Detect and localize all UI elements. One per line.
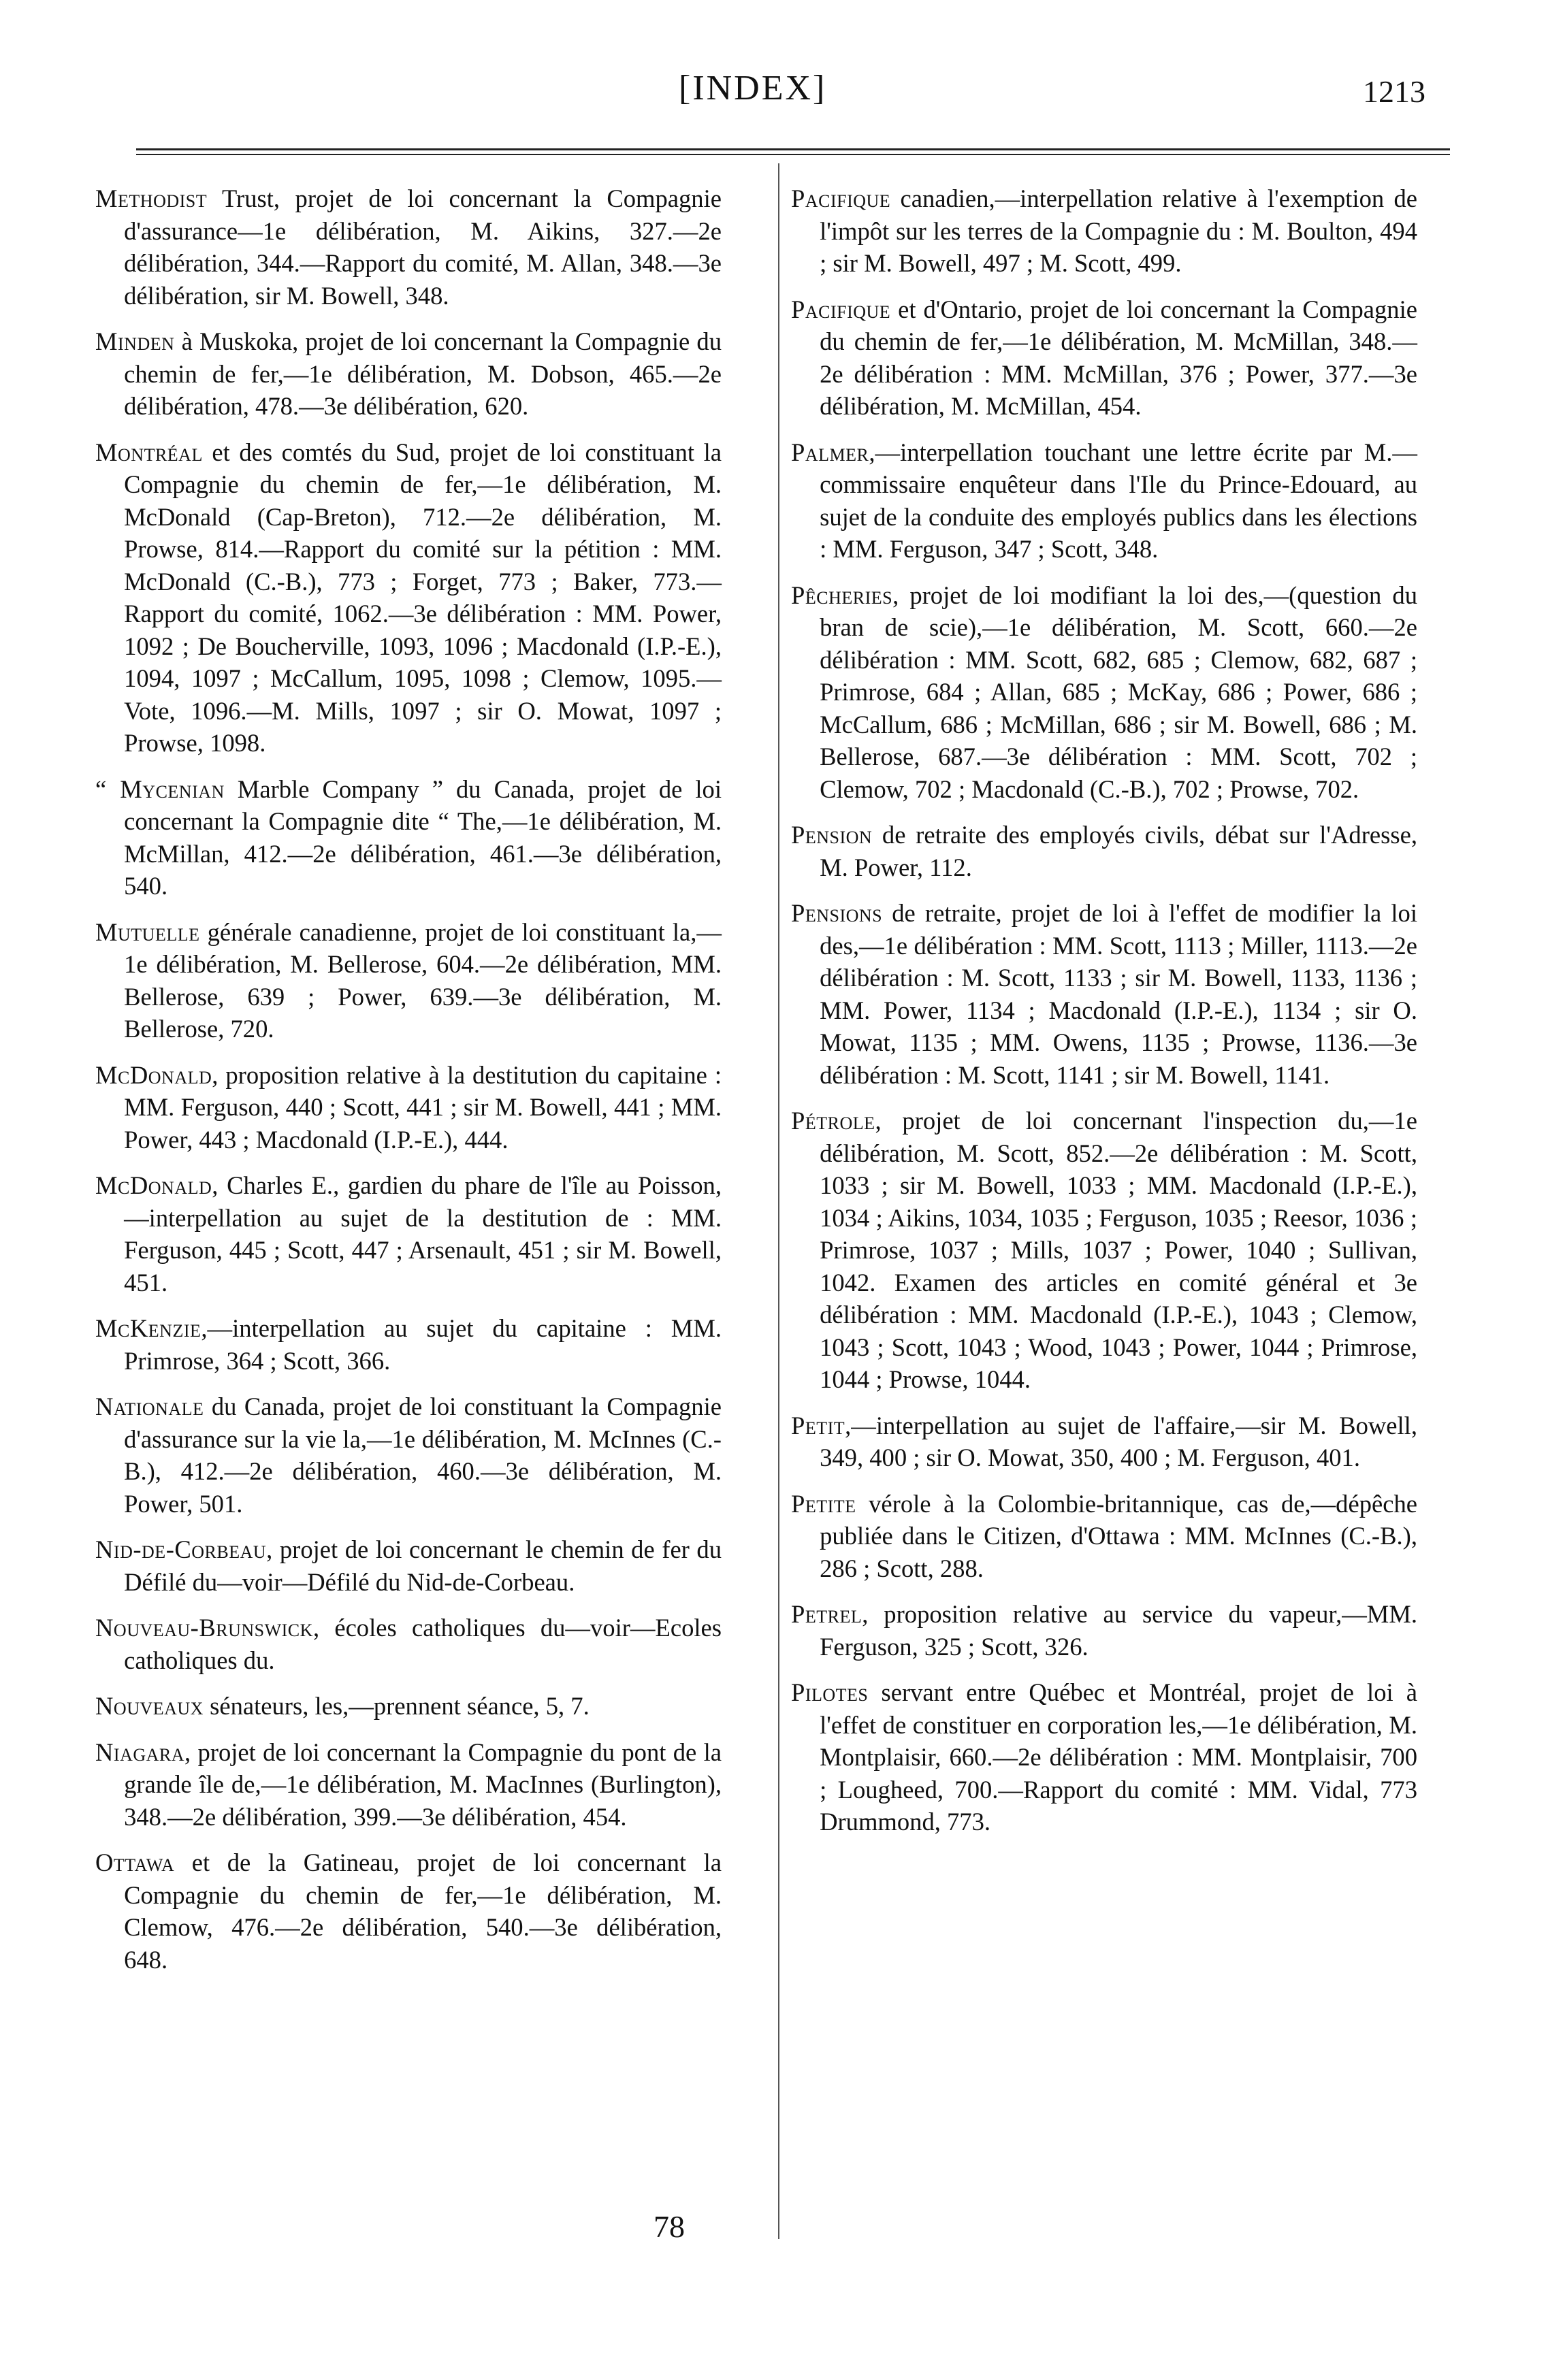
index-entry xyxy=(95,916,722,1045)
entry-text: , projet de loi concernant l'inspection du,—1e délibération, M. Scott, 852.—2e délibération : M. Scott, 1033 ; sir M. Bowell, 1033 ; MM. Macdonald (I.P.-E.), 1034 ; Aikins, 1034, 1035 ; Ferguson, 1035 ; Reesor, 1036 ; Primrose, 1037 ; Mills, 1037 ; Power, 1040 ; Sullivan, 1042. Examen des articles en comité général et 3e délibération : MM. Macdonald (I.P.-E.), 1043 ; Clemow, 1043 ; Scott, 1043 ; Wood, 1043 ; Power, 1044 ; Primrose, 1044 ; Prowse, 1044. xyxy=(820,1107,1417,1393)
page-header xyxy=(0,68,1548,123)
entry-text: canadien,—interpellation relative à l'exemption de l'impôt sur les terres de la Compagnie du : M. Boulton, 494 ; sir M. Bowell, 497 ; M. Scott, 499. xyxy=(820,184,1417,277)
index-entry xyxy=(791,579,1417,806)
entry-headword: Pilotes xyxy=(791,1678,869,1706)
entry-headword: Petrel xyxy=(791,1600,862,1628)
entry-headword: Methodist xyxy=(95,184,208,212)
entry-headword: Pêcheries xyxy=(791,581,893,609)
index-entry xyxy=(95,1390,722,1520)
index-entry xyxy=(95,1690,722,1723)
entry-text: générale canadienne, projet de loi constituant la,—1e délibération, M. Bellerose, 604.—2e délibération, MM. Bellerose, 639 ; Power, 639.—3e délibération, M. Bellerose, 720. xyxy=(124,917,722,1043)
index-entry xyxy=(791,1676,1417,1838)
entry-text: de retraite, projet de loi à l'effet de modifier la loi des,—1e délibération : MM. Scott, 1113 ; Miller, 1113.—2e délibération : M. Scott, 1133 ; sir M. Bowell, 1133, 1136 ; MM. Power, 1134 ; Macdonald (I.P.-E.), 1134 ; sir O. Mowat, 1135 ; MM. Owens, 1135 ; Prowse, 1136.—3e délibération : M. Scott, 1141 ; sir M. Bowell, 1141. xyxy=(820,899,1417,1089)
entry-headword: Pension xyxy=(791,821,873,849)
entry-text: et de la Gatineau, projet de loi concernant la Compagnie du chemin de fer,—1e délibération, M. Clemow, 476.—2e délibération, 540.—3e délibération, 648. xyxy=(124,1848,722,1974)
page-number: 1213 xyxy=(1363,74,1425,109)
entry-text: , projet de loi concernant la Compagnie du pont de la grande île de,—1e délibération, M. MacInnes (Burlington), 348.—2e délibération, 399.—3e délibération, 454. xyxy=(124,1738,722,1831)
entry-text: servant entre Québec et Montréal, projet de loi à l'effet de constituer en corporation les,—1e délibération, M. Montplaisir, 660.—2e délibération : MM. Montplaisir, 700 ; Lougheed, 700.—Rapport du comité : MM. Vidal, 773 Drummond, 773. xyxy=(820,1678,1417,1836)
index-column-right xyxy=(791,182,1417,1852)
index-entry xyxy=(95,182,722,312)
entry-text: vérole à la Colombie-britannique, cas de,—dépêche publiée dans le Citizen, d'Ottawa : MM. McInnes (C.-B.), 286 ; Scott, 288. xyxy=(820,1489,1417,1582)
index-entry xyxy=(95,1169,722,1299)
entry-headword: Petit xyxy=(791,1411,845,1439)
index-entry xyxy=(95,1059,722,1156)
entry-text: , Charles E., gardien du phare de l'île au Poisson,—interpellation au sujet de la destitution de : MM. Ferguson, 445 ; Scott, 447 ; Arsenault, 451 ; sir M. Bowell, 451. xyxy=(124,1171,722,1297)
entry-text: ,—interpellation au sujet de l'affaire,—sir M. Bowell, 349, 400 ; sir O. Mowat, 350, 400 ; M. Ferguson, 401. xyxy=(820,1411,1417,1471)
index-entry xyxy=(95,1312,722,1377)
entry-text: ,—interpellation au sujet du capitaine : MM. Primrose, 364 ; Scott, 366. xyxy=(124,1314,722,1375)
index-entry xyxy=(791,1488,1417,1585)
entry-headword: Pétrole xyxy=(791,1107,875,1135)
index-entry xyxy=(95,1533,722,1598)
entry-text: Trust, projet de loi concernant la Compagnie d'assurance—1e délibération, M. Aikins, 327.—2e délibération, 344.—Rapport du comité, M. Allan, 348.—3e délibération, sir M. Bowell, 348. xyxy=(124,184,722,310)
entry-text: , proposition relative au service du vapeur,—MM. Ferguson, 325 ; Scott, 326. xyxy=(820,1600,1417,1661)
index-column-left xyxy=(95,182,722,1989)
entry-headword: Niagara xyxy=(95,1738,185,1766)
index-entry xyxy=(95,1846,722,1976)
entry-text: ,—interpellation touchant une lettre écrite par M.—commissaire enquêteur dans l'Ile du Prince-Edouard, au sujet de la conduite des employés publics dans les élections : MM. Ferguson, 347 ; Scott, 348. xyxy=(820,438,1417,563)
index-entry xyxy=(791,1598,1417,1663)
entry-headword: Petite xyxy=(791,1489,856,1518)
entry-headword: Palmer xyxy=(791,438,869,466)
column-divider xyxy=(778,163,779,2239)
entry-headword: McKenzie xyxy=(95,1314,201,1342)
entry-headword: Nationale xyxy=(95,1392,204,1420)
entry-text: , proposition relative à la destitution du capitaine : MM. Ferguson, 440 ; Scott, 441 ; sir M. Bowell, 441 ; MM. Power, 443 ; Macdonald (I.P.-E.), 444. xyxy=(124,1060,722,1154)
index-entry xyxy=(791,293,1417,423)
running-title: [INDEX] xyxy=(679,69,827,108)
index-entry xyxy=(791,182,1417,280)
entry-text: à Muskoka, projet de loi concernant la Compagnie du chemin de fer,—1e délibération, M. Dobson, 465.—2e délibération, 478.—3e délibération, 620. xyxy=(124,327,722,420)
index-entry xyxy=(791,897,1417,1091)
entry-text: , écoles catholiques du—voir—Ecoles catholiques du. xyxy=(124,1614,722,1674)
entry-headword: Pacifique xyxy=(791,184,891,212)
signature-mark: 78 xyxy=(654,2209,685,2244)
entry-headword: Nouveau-Brunswick xyxy=(95,1614,313,1642)
index-entry xyxy=(95,325,722,423)
entry-headword: “ Mycenian xyxy=(95,775,225,803)
entry-headword: Pacifique xyxy=(791,295,891,323)
entry-headword: Montréal xyxy=(95,438,203,466)
entry-text: , projet de loi concernant le chemin de fer du Défilé du—voir—Défilé du Nid-de-Corbeau. xyxy=(124,1535,722,1596)
entry-text: du Canada, projet de loi constituant la Compagnie d'assurance sur la vie la,—1e délibération, M. McInnes (C.-B.), 412.—2e délibération, 460.—3e délibération, M. Power, 501. xyxy=(124,1392,722,1518)
entry-headword: McDonald xyxy=(95,1171,212,1199)
index-entry xyxy=(95,436,722,760)
entry-headword: Mutuelle xyxy=(95,917,200,946)
index-entry xyxy=(791,1105,1417,1396)
index-entry xyxy=(95,773,722,902)
index-entry xyxy=(791,436,1417,566)
entry-text: de retraite des employés civils, débat sur l'Adresse, M. Power, 112. xyxy=(820,821,1417,881)
entry-text: et des comtés du Sud, projet de loi constituant la Compagnie du chemin de fer,—1e délibération, M. McDonald (Cap-Breton), 712.—2e délibération, M. Prowse, 814.—Rapport du comité sur la pétition : MM. McDonald (C.-B.), 773 ; Forget, 773 ; Baker, 773.—Rapport du comité, 1062.—3e délibération : MM. Power, 1092 ; De Boucherville, 1093, 1096 ; Macdonald (I.P.-E.), 1094, 1097 ; McCallum, 1095, 1098 ; Clemow, 1095.—Vote, 1096.—M. Mills, 1097 ; sir O. Mowat, 1097 ; Prowse, 1098. xyxy=(124,438,722,757)
entry-text: , projet de loi modifiant la loi des,—(question du bran de scie),—1e délibération, M. Scott, 660.—2e délibération : MM. Scott, 682, 685 ; Clemow, 682, 687 ; Primrose, 684 ; Allan, 685 ; McKay, 686 ; Power, 686 ; McCallum, 686 ; McMillan, 686 ; sir M. Bowell, 686 ; M. Bellerose, 687.—3e délibération : MM. Scott, 702 ; Clemow, 702 ; Macdonald (C.-B.), 702 ; Prowse, 702. xyxy=(820,581,1417,803)
header-rule-bottom xyxy=(136,154,1450,155)
header-rule-top xyxy=(136,148,1450,150)
entry-headword: Ottawa xyxy=(95,1848,175,1876)
entry-headword: Nid-de-Corbeau xyxy=(95,1535,267,1563)
entry-headword: Pensions xyxy=(791,899,883,927)
index-entry xyxy=(791,1409,1417,1474)
index-entry xyxy=(791,819,1417,883)
index-entry xyxy=(95,1612,722,1676)
entry-text: Marble Company ” du Canada, projet de loi concernant la Compagnie dite “ The,—1e délibération, M. McMillan, 412.—2e délibération, 461.—3e délibération, 540. xyxy=(124,775,722,900)
index-entry xyxy=(95,1736,722,1833)
entry-headword: Nouveaux xyxy=(95,1692,204,1720)
entry-text: sénateurs, les,—prennent séance, 5, 7. xyxy=(203,1692,590,1720)
entry-headword: Minden xyxy=(95,327,175,355)
entry-headword: McDonald xyxy=(95,1060,212,1089)
entry-text: et d'Ontario, projet de loi concernant la Compagnie du chemin de fer,—1e délibération, M. McMillan, 348.—2e délibération : MM. McMillan, 376 ; Power, 377.—3e délibération, M. McMillan, 454. xyxy=(820,295,1417,420)
